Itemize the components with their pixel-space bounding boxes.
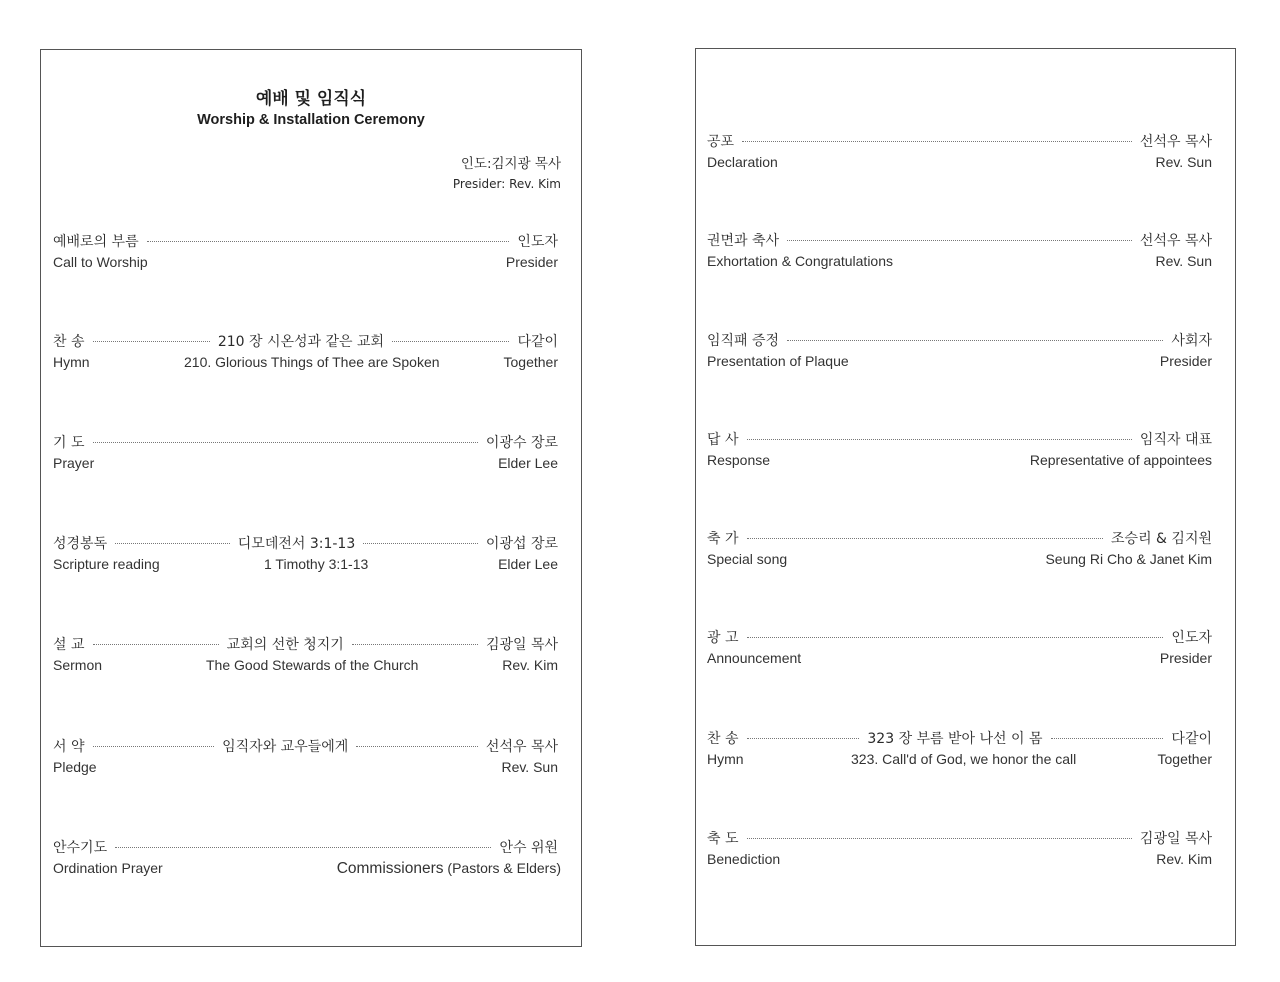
program-item-hymn-323 bbox=[707, 728, 1212, 774]
item-leader-en: Rev. Kim bbox=[502, 657, 558, 673]
item-leader-en: Representative of appointees bbox=[1029, 452, 1212, 468]
item-label-en: Ordination Prayer bbox=[53, 860, 163, 876]
presider-korean: 인도:김지광 목사 bbox=[460, 156, 561, 172]
item-label-en: Sermon bbox=[53, 657, 103, 673]
item-leader-en: Presider bbox=[1159, 353, 1212, 369]
program-item-scripture-reading bbox=[53, 533, 558, 579]
item-label-en: Response bbox=[707, 452, 771, 468]
item-label-ko: 임직패 증정 bbox=[707, 333, 780, 349]
item-label-en: Exhortation & Congratulations bbox=[707, 253, 893, 269]
program-item-ordination-prayer bbox=[53, 837, 561, 883]
item-label-ko: 공포 bbox=[707, 134, 735, 150]
dot-leader bbox=[363, 543, 478, 544]
dot-leader bbox=[747, 838, 1132, 839]
item-leader-ko: 이광섭 장로 bbox=[485, 536, 558, 552]
dot-leader bbox=[747, 538, 1104, 539]
dot-leader bbox=[352, 644, 478, 645]
presider-english: Presider: Rev. Kim bbox=[452, 177, 561, 191]
item-leader-en: Presider bbox=[1159, 650, 1212, 666]
item-label-ko: 축 가 bbox=[707, 531, 739, 547]
dot-leader bbox=[742, 141, 1132, 142]
dot-leader bbox=[787, 340, 1163, 341]
item-center-en: 1 Timothy 3:1-13 bbox=[264, 556, 369, 572]
item-label-en: Presentation of Plaque bbox=[707, 353, 849, 369]
item-leader-ko: 김광일 목사 bbox=[1139, 831, 1212, 847]
program-item-special-song bbox=[707, 528, 1212, 574]
item-leader-ko: 인도자 bbox=[517, 234, 558, 250]
item-leader-ko: 선석우 목사 bbox=[485, 739, 558, 755]
program-item-benediction bbox=[707, 828, 1212, 874]
program-item-pledge bbox=[53, 736, 558, 782]
program-item-response bbox=[707, 429, 1212, 475]
item-label-ko: 광 고 bbox=[707, 630, 739, 646]
item-leader-en: Elder Lee bbox=[498, 556, 558, 572]
item-label-ko: 축 도 bbox=[707, 831, 739, 847]
item-leader-ko: 임직자 대표 bbox=[1139, 432, 1212, 448]
program-item-declaration bbox=[707, 131, 1212, 177]
item-center-ko: 디모데전서 3:1-13 bbox=[237, 536, 356, 552]
item-label-ko: 찬 송 bbox=[53, 334, 85, 350]
dot-leader bbox=[93, 644, 219, 645]
item-label-ko: 서 약 bbox=[53, 739, 85, 755]
program-item-prayer bbox=[53, 432, 558, 478]
item-center-ko: 210 장 시온성과 같은 교회 bbox=[217, 334, 385, 350]
item-label-en: Hymn bbox=[53, 354, 90, 370]
item-label-ko: 답 사 bbox=[707, 432, 739, 448]
dot-leader bbox=[787, 240, 1132, 241]
item-label-en: Call to Worship bbox=[53, 254, 148, 270]
program-item-exhortation bbox=[707, 230, 1212, 276]
item-label-en: Prayer bbox=[53, 455, 95, 471]
program-item-hymn-210 bbox=[53, 331, 558, 377]
item-leader-en: Rev. Sun bbox=[1155, 253, 1212, 269]
program-item-announcement bbox=[707, 627, 1212, 673]
title-korean: 예배 및 임직식 bbox=[255, 89, 367, 109]
item-label-en: Hymn bbox=[707, 751, 744, 767]
item-label-en: Scripture reading bbox=[53, 556, 160, 572]
left-page bbox=[40, 49, 582, 947]
dot-leader bbox=[392, 341, 509, 342]
item-center-ko: 교회의 선한 청지기 bbox=[226, 637, 344, 653]
item-label-ko: 설 교 bbox=[53, 637, 85, 653]
item-center-en: 323. Call'd of God, we honor the call bbox=[851, 751, 1077, 767]
dot-leader bbox=[747, 637, 1164, 638]
dot-leader bbox=[747, 439, 1132, 440]
commissioners-paren: (Pastors & Elders) bbox=[447, 860, 561, 876]
item-label-en: Announcement bbox=[707, 650, 802, 666]
dot-leader bbox=[115, 847, 491, 848]
item-center-en: The Good Stewards of the Church bbox=[206, 657, 419, 673]
dot-leader bbox=[93, 746, 215, 747]
item-leader-ko: 김광일 목사 bbox=[485, 637, 559, 653]
item-leader-en: Rev. Sun bbox=[1155, 154, 1212, 170]
title-english: Worship & Installation Ceremony bbox=[197, 112, 425, 128]
dot-leader bbox=[93, 341, 210, 342]
program-item-sermon bbox=[53, 634, 558, 680]
dot-leader bbox=[115, 543, 230, 544]
dot-leader bbox=[147, 241, 510, 242]
item-label-ko: 예배로의 부름 bbox=[53, 234, 139, 250]
right-page bbox=[695, 48, 1236, 946]
item-leader-ko: 다같이 bbox=[517, 334, 559, 350]
item-label-ko: 안수기도 bbox=[53, 840, 108, 856]
item-leader-ko: 선석우 목사 bbox=[1139, 134, 1212, 150]
item-leader-en: Rev. Sun bbox=[501, 759, 558, 775]
item-label-ko: 찬 송 bbox=[707, 731, 739, 747]
item-label-en: Pledge bbox=[53, 759, 97, 775]
item-leader-en: Rev. Kim bbox=[1156, 851, 1212, 867]
commissioners-text: Commissioners bbox=[336, 860, 444, 877]
item-leader-ko: 인도자 bbox=[1171, 630, 1212, 646]
item-leader-ko: 사회자 bbox=[1171, 333, 1212, 349]
dot-leader bbox=[93, 442, 478, 443]
item-label-ko: 권면과 축사 bbox=[707, 233, 780, 249]
item-leader-en bbox=[337, 860, 561, 878]
item-leader-ko: 선석우 목사 bbox=[1139, 233, 1212, 249]
item-leader-ko: 이광수 장로 bbox=[485, 435, 558, 451]
item-leader-ko: 안수 위원 bbox=[499, 840, 558, 856]
item-label-en: Special song bbox=[707, 551, 788, 567]
item-leader-ko: 조승리 & 김지원 bbox=[1111, 531, 1212, 547]
dot-leader bbox=[747, 738, 860, 739]
program-item-call-to-worship bbox=[53, 231, 558, 277]
item-leader-ko: 다같이 bbox=[1171, 731, 1212, 747]
program-item-presentation-of-plaque bbox=[707, 330, 1212, 376]
item-leader-en: Presider bbox=[505, 254, 558, 270]
item-center-ko: 323 장 부름 받아 나선 이 몸 bbox=[867, 731, 1043, 747]
item-label-ko: 성경봉독 bbox=[53, 536, 108, 552]
dot-leader bbox=[1051, 738, 1164, 739]
item-leader-en: Together bbox=[503, 354, 558, 370]
item-leader-en: Elder Lee bbox=[498, 455, 558, 471]
item-leader-en: Seung Ri Cho & Janet Kim bbox=[1045, 551, 1212, 567]
item-label-en: Benediction bbox=[707, 851, 781, 867]
item-center-en: 210. Glorious Things of Thee are Spoken bbox=[184, 354, 440, 370]
dot-leader bbox=[356, 746, 478, 747]
item-label-ko: 기 도 bbox=[53, 435, 85, 451]
item-label-en: Declaration bbox=[707, 154, 778, 170]
item-center-ko: 임직자와 교우들에게 bbox=[222, 739, 349, 755]
item-leader-en: Together bbox=[1157, 751, 1212, 767]
